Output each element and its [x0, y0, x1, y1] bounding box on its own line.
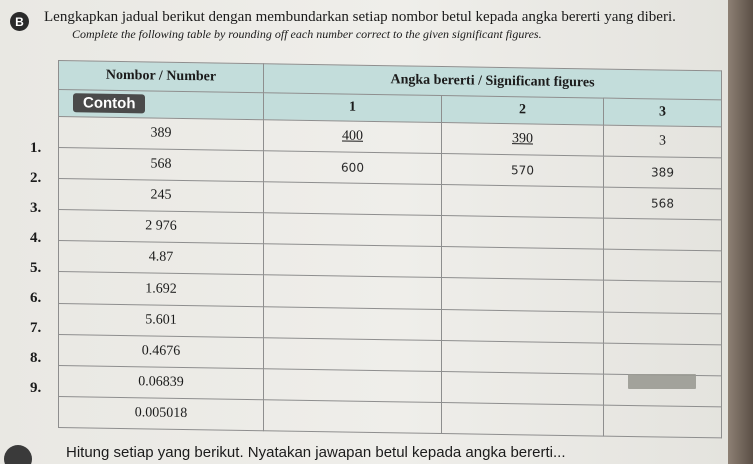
answer-cell-sf1[interactable]: 600	[264, 151, 442, 185]
answer-cell-sf1[interactable]	[264, 244, 442, 278]
instruction-english: Complete the following table by rounding off each number correct to the given significant figures.	[72, 27, 542, 41]
answer-cell-sf1[interactable]	[264, 368, 442, 402]
answer-cell-sf2[interactable]	[442, 247, 604, 281]
answer-cell-sf2[interactable]	[442, 340, 604, 374]
row-number-cell: 0.06839	[59, 365, 264, 399]
row-number-cell: 4.87	[59, 241, 264, 275]
row-label: 8.	[30, 350, 42, 366]
answer-cell-sf1[interactable]	[264, 182, 442, 216]
sf-column-2: 2	[442, 96, 604, 125]
answer-cell-sf3[interactable]: 389	[604, 156, 722, 189]
row-number-cell: 2 976	[59, 210, 264, 244]
answer-cell-sf3[interactable]	[604, 312, 722, 345]
row-number-cell: 1.692	[59, 272, 264, 306]
sf-column-3: 3	[604, 98, 722, 127]
rounding-table-wrap	[58, 60, 721, 438]
row-label: 5.	[30, 260, 42, 276]
example-sf1: 400	[264, 120, 442, 154]
answer-cell-sf3[interactable]: 568	[604, 187, 722, 220]
answer-cell-sf1[interactable]	[264, 400, 442, 434]
answer-cell-sf2[interactable]: 570	[442, 154, 604, 188]
example-label: Contoh	[73, 94, 145, 114]
row-label: 2.	[30, 170, 42, 186]
row-label: 6.	[30, 290, 42, 306]
row-number-cell: 568	[59, 148, 264, 182]
row-label: 7.	[30, 320, 42, 336]
example-number: 389	[59, 116, 264, 150]
row-labels	[30, 140, 58, 420]
answer-cell-sf2[interactable]	[442, 402, 604, 436]
answer-cell-sf1[interactable]	[264, 306, 442, 340]
answer-cell-sf2[interactable]	[442, 371, 604, 405]
section-badge: B	[10, 12, 29, 31]
example-sf3: 3	[604, 125, 722, 158]
row-number-cell: 5.601	[59, 303, 264, 337]
row-number-cell: 0.4676	[59, 334, 264, 368]
example-sf2: 390	[442, 122, 604, 156]
header-number: Nombor / Number	[59, 61, 264, 93]
row-number-cell: 0.005018	[59, 396, 264, 430]
row-number-cell: 245	[59, 179, 264, 213]
sf-column-1: 1	[264, 93, 442, 123]
row-label: 9.	[30, 380, 42, 396]
answer-cell-sf1[interactable]	[264, 213, 442, 247]
answer-cell-sf2[interactable]	[442, 185, 604, 219]
row-label: 1.	[30, 140, 42, 156]
example-label-cell	[59, 90, 264, 120]
row-label: 4.	[30, 230, 42, 246]
answer-cell-sf3[interactable]	[604, 218, 722, 251]
next-section-badge	[4, 445, 32, 464]
table-body	[59, 148, 722, 438]
next-instruction: Hitung setiap yang berikut. Nyatakan jawapan betul kepada angka bererti...	[66, 444, 566, 461]
answer-cell-sf3[interactable]	[604, 405, 722, 438]
answer-cell-sf3[interactable]	[604, 249, 722, 282]
answer-cell-sf2[interactable]	[442, 216, 604, 250]
header-significant-figures: Angka bererti / Significant figures	[264, 64, 722, 100]
answer-cell-sf1[interactable]	[264, 275, 442, 309]
answer-cell-sf2[interactable]	[442, 278, 604, 312]
answer-cell-sf1[interactable]	[264, 337, 442, 371]
answer-cell-sf2[interactable]	[442, 309, 604, 343]
instruction-malay: Lengkapkan jadual berikut dengan membundarkan setiap nombor betul kepada angka bererti yang diberi.	[44, 9, 676, 25]
row-label: 3.	[30, 200, 42, 216]
answer-cell-sf3[interactable]	[604, 343, 722, 376]
page-edge	[728, 0, 753, 464]
tape-mark	[628, 374, 696, 389]
rounding-table	[58, 60, 722, 438]
answer-cell-sf3[interactable]	[604, 281, 722, 314]
